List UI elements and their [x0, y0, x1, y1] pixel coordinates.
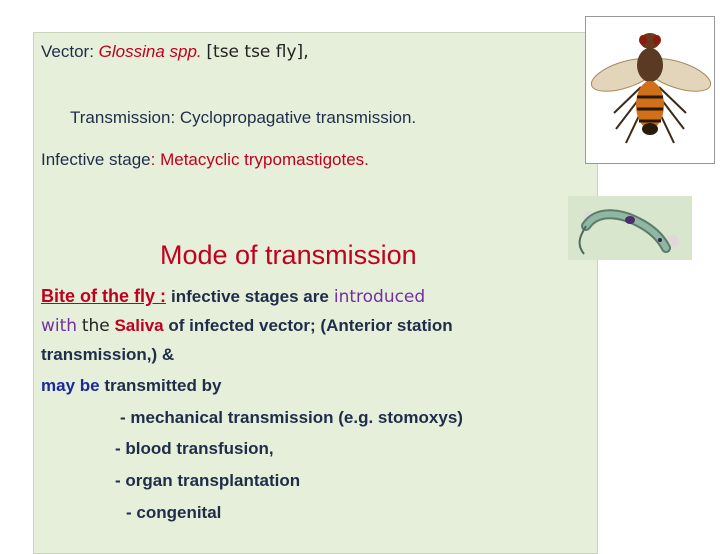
mode-heading: Mode of transmission — [160, 240, 417, 270]
list-item: - mechanical transmission (e.g. stomoxys) — [120, 408, 463, 427]
infective-stage-label: Infective stage — [41, 150, 151, 169]
vector-line — [41, 42, 309, 62]
infective-stage-line — [41, 150, 369, 170]
transmitted-by-text: transmitted by — [104, 376, 222, 395]
saliva-with: with — [41, 316, 78, 336]
fly-icon — [586, 17, 714, 163]
saliva-line — [41, 316, 453, 336]
saliva-the: the — [81, 316, 110, 336]
vector-genus: Glossina spp. — [98, 42, 202, 61]
bite-text: infective stages are — [171, 287, 329, 306]
transmission-line — [70, 108, 416, 128]
transmission-label: Transmission: — [70, 108, 176, 127]
may-be-line — [41, 376, 221, 396]
list-item: - congenital — [126, 503, 222, 522]
tsetse-fly-image — [585, 16, 715, 164]
trypanosome-image — [568, 196, 692, 260]
list-item: - organ transplantation — [115, 471, 301, 490]
may-be-text: may be — [41, 376, 100, 395]
saliva-rest: of infected vector; (Anterior station — [168, 316, 453, 335]
bite-line — [41, 286, 425, 307]
bite-introduced: introduced — [333, 287, 426, 307]
vector-label: Vector: — [41, 42, 94, 61]
infective-stage-value: Metacyclic trypomastigotes. — [160, 150, 369, 169]
vector-common-name: [tse tse fly], — [206, 42, 309, 62]
list-item: - blood transfusion, — [115, 439, 274, 458]
bite-label: Bite of the fly : — [41, 286, 166, 306]
trypanosome-icon — [568, 196, 692, 260]
transmission-value: Cyclopropagative transmission. — [179, 108, 417, 127]
saliva-word: Saliva — [114, 316, 164, 335]
transmission-continuation: transmission,) & — [41, 345, 175, 364]
infective-stage-colon: : — [150, 150, 156, 169]
